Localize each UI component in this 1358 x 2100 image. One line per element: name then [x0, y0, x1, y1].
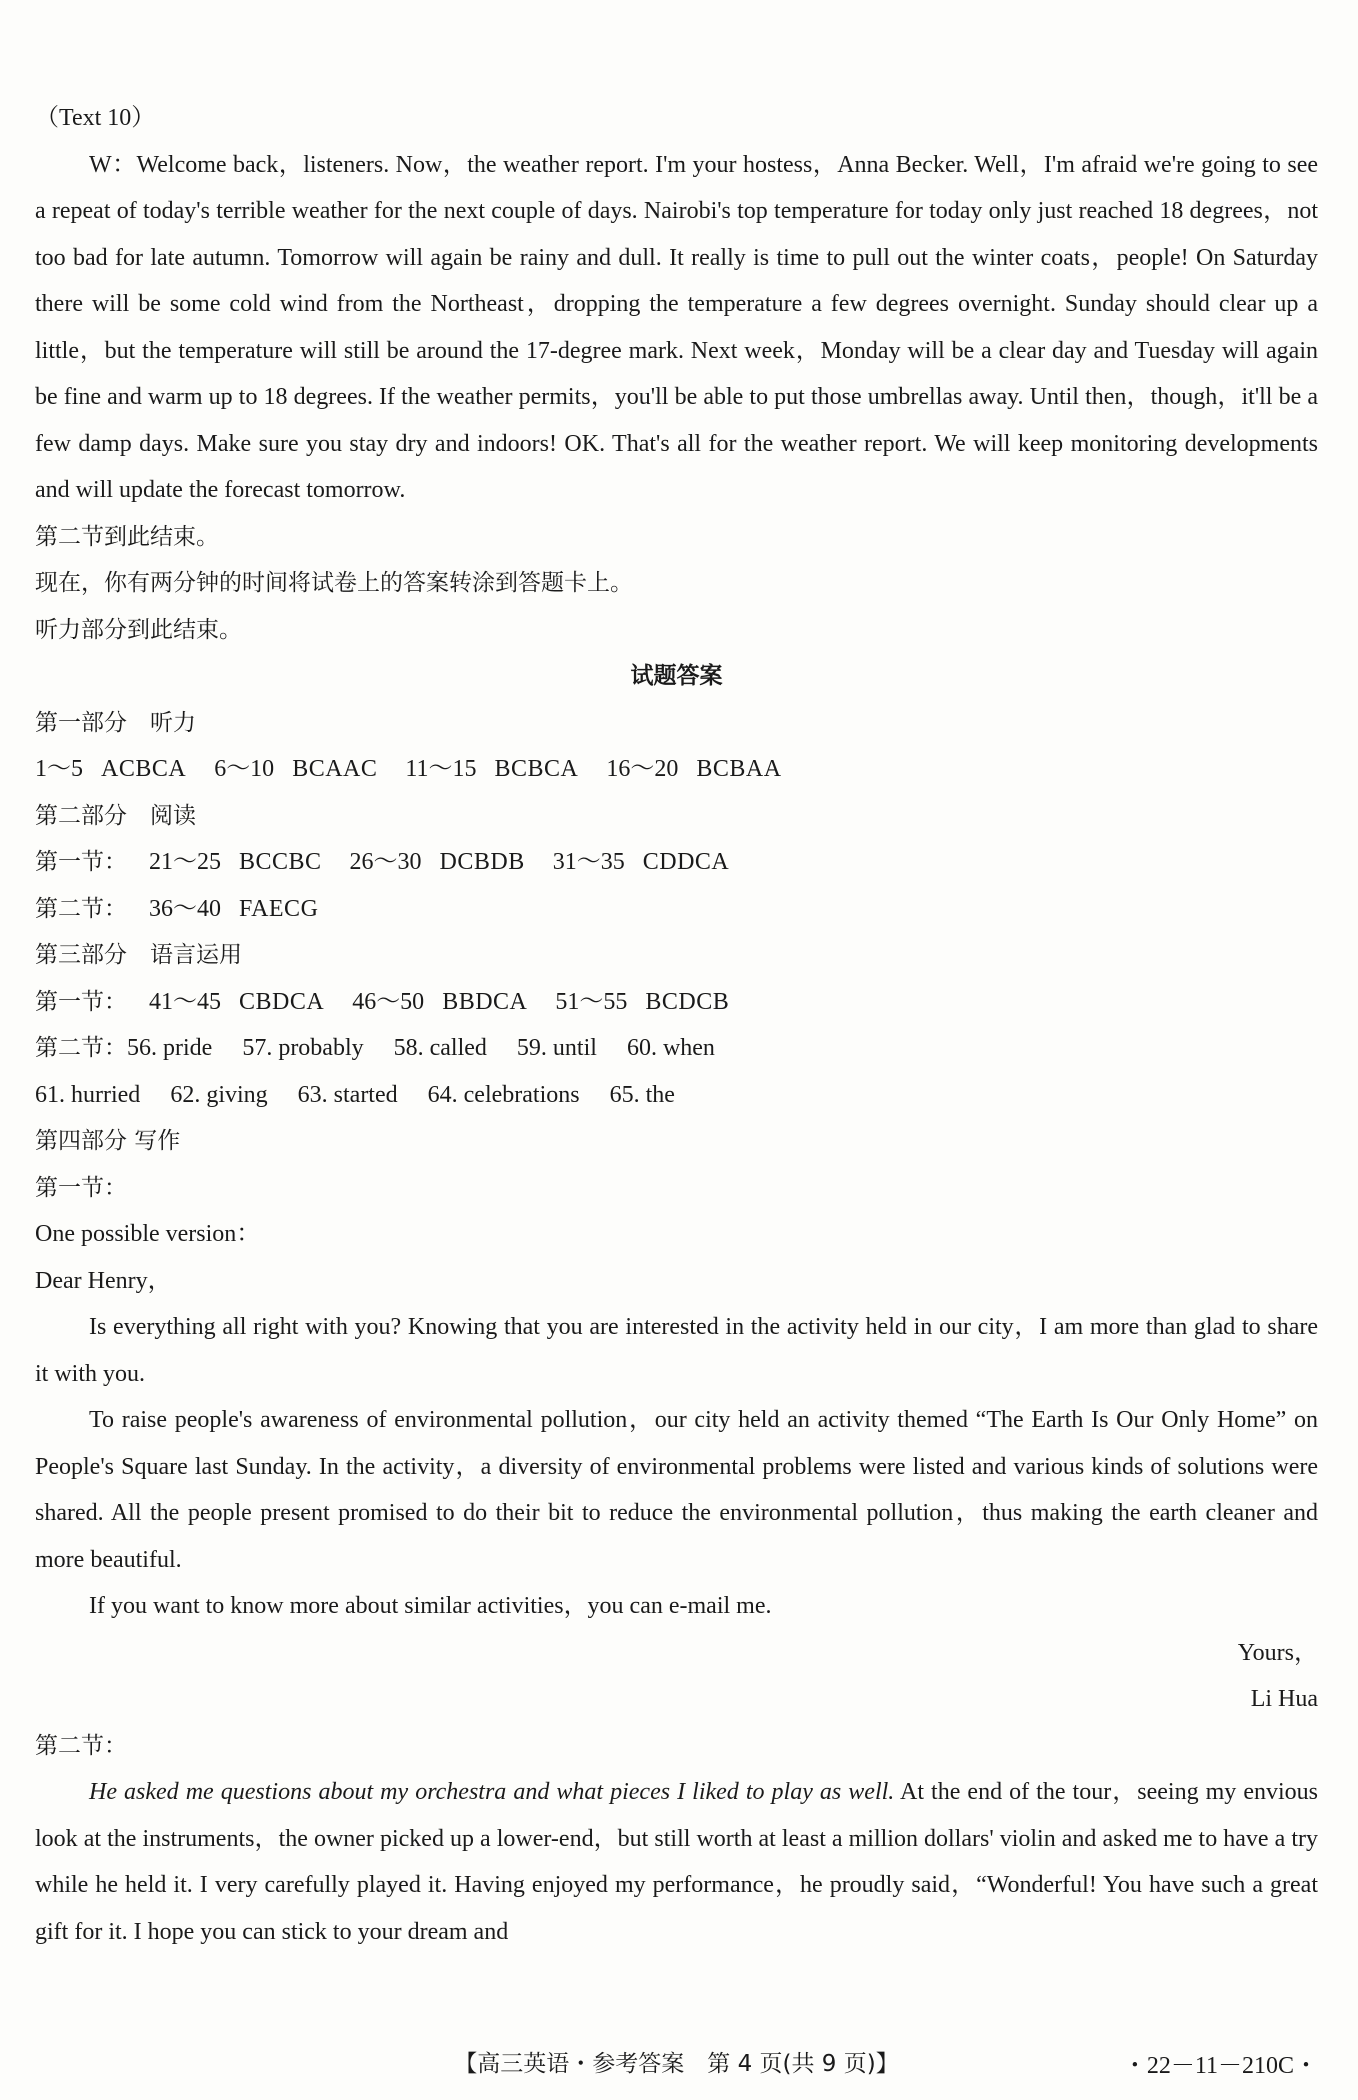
answer-key: BCBAA [696, 756, 782, 782]
answer-range: 41～45 [149, 988, 221, 1015]
answer-range: 31～35 [552, 849, 625, 875]
part3-section2-row1 [35, 1025, 1318, 1072]
answer-range: 51～55 [555, 988, 628, 1015]
footer-code: ・22－11－210C・ [1122, 2053, 1318, 2079]
page-footer [35, 2045, 1318, 2085]
section-label: 第二节： [35, 895, 127, 922]
continuation-paragraph [35, 1769, 1318, 1955]
text10-passage: W：Welcome back，listeners. Now，the weather report. I'm your hostess，Anna Becker. Well，I'm afraid we're going to see a repeat of today's terrible weather for the next couple of days. Nairobi's top temperature for today only just reached 18 degrees，not too bad for late autumn. Tomorrow will again be rainy and dull. It really is time to pull out the winter coats，people! On Saturday there will be some cold wind from the Northeast，dropping the temperature a few degrees overnight. Sunday should clear up a little，but the temperature will still be around the 17-degree mark. Next week，Monday will be a clear day and Tuesday will again be fine and warm up to 18 degrees. If the weather permits，you'll be able to put those umbrellas away. Until then，though，it'll be a few damp days. Make sure you stay dry and indoors! OK. That's all for the weather report. We will keep monitoring developments and will update the forecast tomorrow. [35, 151, 1318, 503]
answer-key: BCCBC [239, 849, 322, 875]
section-label: 第一节： [35, 849, 127, 875]
answer-key: CDDCA [642, 849, 730, 875]
letter-closing: Yours， [1237, 1639, 1318, 1666]
part1-heading: 第一部分 听力 [35, 709, 196, 736]
answer-key: CBDCA [239, 988, 325, 1015]
part3-heading: 第三部分 语言运用 [35, 942, 242, 968]
answer-range: 21～25 [149, 849, 221, 875]
blank-answer: 56. pride [127, 1035, 213, 1061]
answer-range: 11～15 [405, 756, 477, 782]
answers-title: 试题答案 [630, 663, 723, 689]
continuation-text: At the end of the tour，seeing my envious look at the instruments，the owner picked up a lower-end，but still worth at least a million dollars' violin and asked me to have a try while he held it. I very carefully played it. Having enjoyed my performance，he proudly said，“Wonderful! You have such a great gift for it. I hope you can stick to your dream and [35, 1779, 1318, 1945]
closing-line-3: 听力部分到此结束。 [35, 616, 242, 643]
blank-answer: 60. when [626, 1035, 715, 1061]
answer-key: DCBDB [439, 849, 525, 875]
part2-heading: 第二部分 阅读 [35, 802, 196, 829]
blank-answer: 64. celebrations [427, 1081, 580, 1108]
letter-paragraph-2: To raise people's awareness of environmental pollution，our city held an activity themed “The Earth Is Our Only Home” on People's Square last Sunday. In the activity，a diversity of environmental problems were listed and various kinds of solutions were shared. All the people present promised to do their bit to reduce the environmental pollution，thus making the earth cleaner and more beautiful. [35, 1407, 1318, 1573]
blank-answer: 58. called [393, 1035, 487, 1061]
part4-section1-label: 第一节： [35, 1174, 127, 1201]
answer-range: 6～10 [214, 756, 275, 782]
blank-answer: 59. until [516, 1035, 597, 1061]
continuation-lead-sentence: He asked me questions about my orchestra and what pieces I liked to play as well. [89, 1779, 895, 1805]
letter-signature: Li Hua [1250, 1686, 1318, 1712]
section-label: 第一节： [35, 988, 127, 1015]
answer-range: 36～40 [149, 895, 221, 922]
part2-section2 [35, 886, 1318, 933]
text10-label: （Text 10） [35, 105, 156, 131]
part4-section2-label: 第二节： [35, 1732, 127, 1759]
letter-paragraph-1: Is everything all right with you? Knowing that you are interested in the activity held in our city，I am more than glad to share it with you. [35, 1314, 1318, 1387]
part3-section2-row2 [35, 1072, 1318, 1119]
blank-answer: 61. hurried [35, 1081, 141, 1108]
answer-key: FAECG [239, 895, 319, 922]
answer-key: BBDCA [442, 988, 528, 1015]
answer-range: 26～30 [349, 849, 422, 875]
letter-salutation: Dear Henry， [35, 1267, 172, 1294]
answer-key: BCBCA [494, 756, 579, 782]
section-label: 第二节： [35, 1035, 127, 1061]
answer-range: 16～20 [606, 756, 679, 782]
closing-line-1: 第二节到此结束。 [35, 523, 219, 550]
footer-page-info: 【高三英语・参考答案 第 4 页(共 9 页)】 [454, 2051, 899, 2077]
letter-paragraph-3: If you want to know more about similar activities，you can e-mail me. [89, 1593, 772, 1619]
part2-section1 [35, 839, 1318, 886]
answer-key: BCDCB [645, 988, 730, 1015]
part1-answers [35, 746, 1318, 793]
closing-line-2: 现在，你有两分钟的时间将试卷上的答案转涂到答题卡上。 [35, 570, 633, 596]
blank-answer: 65. the [609, 1081, 675, 1108]
blank-answer: 62. giving [170, 1081, 268, 1108]
answer-range: 1～5 [35, 756, 83, 782]
part3-section1 [35, 979, 1318, 1026]
answer-key: BCAAC [292, 756, 378, 782]
blank-answer: 57. probably [242, 1035, 364, 1061]
possible-version-label: One possible version： [35, 1221, 261, 1247]
answer-key: ACBCA [101, 756, 187, 782]
blank-answer: 63. started [297, 1081, 398, 1108]
part4-heading: 第四部分 写作 [35, 1128, 181, 1154]
answer-range: 46～50 [352, 988, 425, 1015]
